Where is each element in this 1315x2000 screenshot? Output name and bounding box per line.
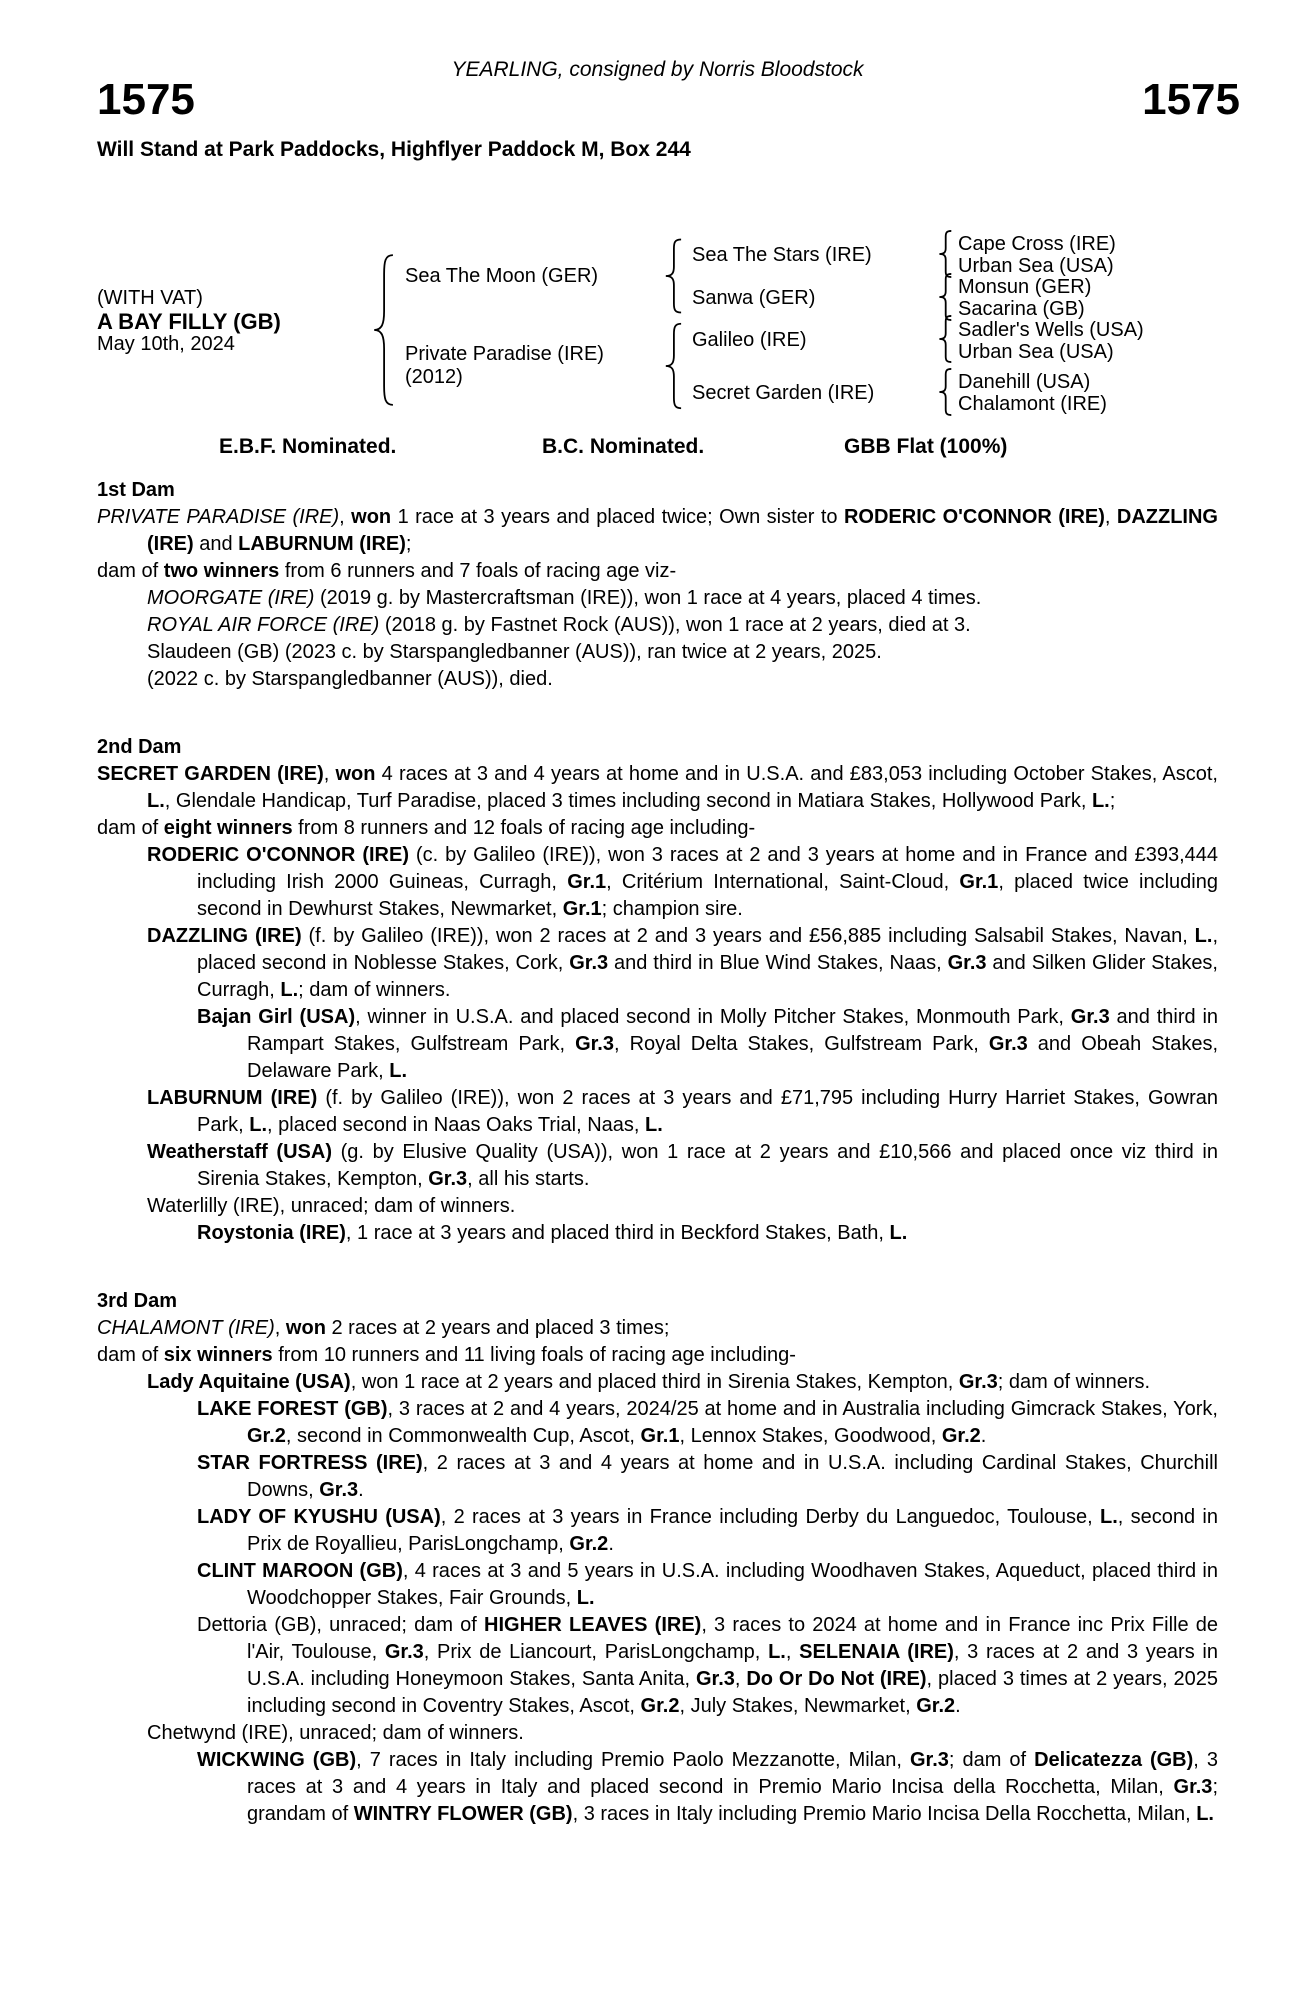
pedigree-note-paragraph: [97, 1558, 1218, 1612]
text-segment: ; champion sire.: [601, 898, 743, 920]
pedigree-note-paragraph: [97, 558, 1218, 585]
consignment-line: YEARLING, consigned by Norris Bloodstock: [451, 58, 864, 81]
text-segment: RODERIC O'CONNOR (IRE): [147, 844, 409, 866]
pedigree-note-paragraph: [97, 1139, 1218, 1193]
text-segment: Gr.2: [916, 1695, 956, 1717]
text-segment: LADY OF KYUSHU (USA): [197, 1506, 441, 1528]
pedigree-note-paragraph: [97, 923, 1218, 1004]
pedigree-note-paragraph: [97, 1193, 1218, 1220]
text-segment: , placed twice including second in Dewhurst Stakes, Newmarket,: [197, 871, 1218, 920]
text-segment: , placed second in Noblesse Stakes, Cork,: [197, 925, 1218, 974]
text-segment: Gr.3: [988, 1033, 1028, 1055]
text-segment: .: [358, 1479, 364, 1501]
text-segment: LAKE FOREST (GB): [197, 1398, 388, 1420]
text-segment: (f. by Galileo (IRE)), won 2 races at 3 years and £71,795 including Hurry Harriet Stakes, Gowran Park,: [197, 1087, 1218, 1136]
vat-note: (WITH VAT): [97, 287, 203, 309]
text-segment: Gr.3: [428, 1168, 468, 1190]
section-heading: 2nd Dam: [97, 736, 182, 758]
text-segment: (2019 g. by Mastercraftsman (IRE)), won 1 race at 4 years, placed 4 times.: [314, 587, 982, 609]
text-segment: CLINT MAROON (GB): [197, 1560, 403, 1582]
text-segment: CHALAMONT (IRE): [97, 1317, 275, 1339]
pedigree-note-paragraph: [97, 1612, 1218, 1720]
great-grandparent-name: Chalamont (IRE): [958, 393, 1107, 415]
text-segment: Gr.3: [695, 1668, 735, 1690]
text-segment: (g. by Elusive Quality (USA)), won 1 race at 2 years and £10,566 and placed once viz third in Sirenia Stakes, Kempton,: [197, 1141, 1218, 1190]
text-segment: L.: [889, 1222, 908, 1244]
dam-name: Private Paradise (IRE): [405, 343, 604, 365]
text-segment: .: [608, 1533, 614, 1555]
text-segment: ; dam of winners.: [298, 979, 451, 1001]
text-segment: Gr.3: [958, 1371, 998, 1393]
great-grandparent-name: Sacarina (GB): [958, 298, 1085, 320]
text-segment: dam of: [97, 1344, 164, 1366]
text-segment: 2 races at 2 years and placed 3 times;: [325, 1317, 670, 1339]
text-segment: .: [955, 1695, 961, 1717]
text-segment: Do Or Do Not (IRE): [746, 1668, 927, 1690]
text-segment: and Silken Glider Stakes, Curragh,: [197, 952, 1218, 1001]
text-segment: , second in Commonwealth Cup, Ascot,: [285, 1425, 641, 1447]
text-segment: Chetwynd (IRE), unraced; dam of winners.: [147, 1722, 524, 1744]
text-segment: and: [193, 533, 239, 555]
text-segment: , all his starts.: [467, 1168, 590, 1190]
pedigree-brace-gp-4: [938, 368, 952, 416]
pedigree-note-paragraph: [97, 1004, 1218, 1085]
text-segment: from 6 runners and 7 foals of racing age viz-: [279, 560, 677, 582]
text-segment: Waterlilly (IRE), unraced; dam of winners.: [147, 1195, 516, 1217]
pedigree-note-paragraph: [97, 1342, 1218, 1369]
text-segment: Gr.3: [384, 1641, 424, 1663]
text-segment: Gr.3: [909, 1749, 949, 1771]
text-segment: , Critérium International, Saint-Cloud,: [606, 871, 960, 893]
text-segment: L.: [1100, 1506, 1118, 1528]
text-segment: , 2 races at 3 years in France including Derby du Languedoc, Toulouse,: [440, 1506, 1101, 1528]
horse-name: A BAY FILLY (GB): [97, 309, 281, 334]
text-segment: SECRET GARDEN (IRE): [97, 763, 324, 785]
text-segment: Gr.3: [569, 952, 609, 974]
text-segment: dam of: [97, 817, 164, 839]
great-grandparent-name: Cape Cross (IRE): [958, 233, 1116, 255]
text-segment: Gr.3: [1173, 1776, 1213, 1798]
dam-section: [97, 734, 1218, 1247]
text-segment: ,: [339, 506, 352, 528]
text-segment: ;: [405, 533, 412, 555]
text-segment: Gr.1: [959, 871, 999, 893]
great-grandparent-name: Sadler's Wells (USA): [958, 319, 1144, 341]
text-segment: , 3 races at 2 and 4 years, 2024/25 at home and in Australia including Gimcrack Stakes, York,: [387, 1398, 1218, 1420]
grandparent-dam-sire: Galileo (IRE): [692, 329, 807, 351]
text-segment: , 3 races in Italy including Premio Mario Incisa Della Rocchetta, Milan,: [572, 1803, 1197, 1825]
pedigree-note-paragraph: [97, 1315, 1218, 1342]
text-segment: DAZZLING (IRE): [147, 925, 302, 947]
text-segment: Gr.3: [575, 1033, 614, 1055]
text-segment: 4 races at 3 and 4 years at home and in U.S.A. and £83,053 including October Stakes, Ascot,: [375, 763, 1218, 785]
pedigree-brace-gp-2: [938, 273, 952, 321]
pedigree-brace-gp-3: [938, 315, 952, 363]
text-segment: L.: [249, 1114, 268, 1136]
dam-foaling-year: (2012): [405, 366, 463, 388]
text-segment: Gr.1: [562, 898, 602, 920]
pedigree-note-paragraph: [97, 1220, 1218, 1247]
pedigree-note-paragraph: [97, 639, 1218, 666]
text-segment: Gr.2: [569, 1533, 609, 1555]
text-segment: , placed second in Naas Oaks Trial, Naas,: [267, 1114, 645, 1136]
text-segment: WINTRY FLOWER (GB): [353, 1803, 573, 1825]
great-grandparent-name: Monsun (GER): [958, 276, 1092, 298]
text-segment: Gr.3: [947, 952, 987, 974]
pedigree-note-paragraph: [97, 1504, 1218, 1558]
text-segment: ,: [785, 1641, 800, 1663]
pedigree-note-paragraph: [97, 585, 1218, 612]
text-segment: , 7 races in Italy including Premio Paolo Mezzanotte, Milan,: [356, 1749, 910, 1771]
text-segment: (c. by Galileo (IRE)), won 3 races at 2 and 3 years at home and in France and £393,444 including Irish 2000 Guineas, Curragh,: [197, 844, 1218, 893]
text-segment: dam of: [97, 560, 164, 582]
text-segment: six winners: [163, 1344, 273, 1366]
section-heading: 3rd Dam: [97, 1290, 178, 1312]
text-segment: won: [335, 763, 376, 785]
text-segment: , 3 races at 2 and 3 years in U.S.A. including Honeymoon Stakes, Santa Anita,: [247, 1641, 1218, 1690]
text-segment: Gr.1: [640, 1425, 680, 1447]
pedigree-note-paragraph: [97, 1720, 1218, 1747]
sire-name: Sea The Moon (GER): [405, 265, 599, 287]
text-segment: , 2 races at 3 and 4 years at home and in U.S.A. including Cardinal Stakes, Churchill Downs,: [247, 1452, 1218, 1501]
text-segment: , Glendale Handicap, Turf Paradise, placed 3 times including second in Matiara Stakes, Hollywood Park,: [164, 790, 1092, 812]
text-segment: .: [980, 1425, 987, 1447]
text-segment: HIGHER LEAVES (IRE): [484, 1614, 702, 1636]
text-segment: WICKWING (GB): [197, 1749, 357, 1771]
text-segment: ,: [734, 1668, 747, 1690]
text-segment: Delicatezza (GB): [1034, 1749, 1194, 1771]
text-segment: won: [351, 506, 392, 528]
grandparent-sire-dam: Sanwa (GER): [692, 287, 816, 309]
text-segment: ROYAL AIR FORCE (IRE): [147, 614, 380, 636]
text-segment: and third in Rampart Stakes, Gulfstream Park,: [247, 1006, 1219, 1055]
text-segment: from 10 runners and 11 living foals of racing age including-: [272, 1344, 796, 1366]
text-segment: STAR FORTRESS (IRE): [197, 1452, 423, 1474]
grandparent-sire-sire: Sea The Stars (IRE): [692, 244, 872, 266]
great-grandparent-name: Danehill (USA): [958, 371, 1091, 393]
text-segment: ,: [274, 1317, 286, 1339]
text-segment: , Prix de Liancourt, ParisLongchamp,: [423, 1641, 769, 1663]
text-segment: Lady Aquitaine (USA): [147, 1371, 351, 1393]
text-segment: ,: [323, 763, 336, 785]
pedigree-note-paragraph: [97, 842, 1218, 923]
text-segment: Gr.2: [247, 1425, 286, 1447]
text-segment: (2018 g. by Fastnet Rock (AUS)), won 1 race at 2 years, died at 3.: [379, 614, 971, 636]
pedigree-note-paragraph: [97, 1450, 1218, 1504]
stand-location-line: Will Stand at Park Paddocks, Highflyer Paddock M, Box 244: [97, 138, 691, 161]
text-segment: L.: [1196, 1803, 1214, 1825]
text-segment: L.: [768, 1641, 786, 1663]
text-segment: Gr.2: [941, 1425, 981, 1447]
text-segment: , July Stakes, Newmarket,: [679, 1695, 917, 1717]
text-segment: (f. by Galileo (IRE)), won 2 races at 2 and 3 years and £56,885 including Salsabil Stakes, Navan,: [301, 925, 1195, 947]
lot-number-right: 1575: [1142, 75, 1240, 124]
section-heading: 1st Dam: [97, 479, 175, 501]
text-segment: ;: [1109, 790, 1116, 812]
text-segment: ; dam of: [948, 1749, 1035, 1771]
great-grandparent-name: Urban Sea (USA): [958, 255, 1114, 277]
text-segment: L.: [576, 1587, 595, 1609]
text-segment: L.: [1091, 790, 1110, 812]
text-segment: , Royal Delta Stakes, Gulfstream Park,: [613, 1033, 989, 1055]
text-segment: PRIVATE PARADISE (IRE): [97, 506, 340, 528]
text-segment: eight winners: [163, 817, 293, 839]
pedigree-brace-main: [372, 252, 394, 408]
text-segment: LABURNUM (IRE): [238, 533, 406, 555]
text-segment: , 3 races at 3 and 4 years in Italy and placed second in Premio Mario Incisa della Rocchetta, Milan,: [247, 1749, 1219, 1798]
text-segment: L.: [389, 1060, 408, 1082]
text-segment: Slaudeen (GB) (2023 c. by Starspangledbanner (AUS)), ran twice at 2 years, 2025.: [147, 641, 882, 663]
pedigree-note-paragraph: [97, 1747, 1218, 1828]
foaling-date: May 10th, 2024: [97, 333, 235, 355]
text-segment: , second in Prix de Royallieu, ParisLongchamp,: [247, 1506, 1218, 1555]
pedigree-note-paragraph: [97, 815, 1218, 842]
text-segment: , 1 race at 3 years and placed third in Beckford Stakes, Bath,: [345, 1222, 890, 1244]
text-segment: Gr.2: [640, 1695, 680, 1717]
text-segment: SELENAIA (IRE): [799, 1641, 954, 1663]
lot-number-left: 1575: [97, 75, 195, 124]
text-segment: two winners: [163, 560, 280, 582]
text-segment: Gr.1: [567, 871, 607, 893]
grandparent-dam-dam: Secret Garden (IRE): [692, 382, 875, 404]
text-segment: , 3 races to 2024 at home and in France inc Prix Fille de l'Air, Toulouse,: [247, 1614, 1219, 1663]
text-segment: Gr.3: [319, 1479, 359, 1501]
text-segment: ,: [1104, 506, 1117, 528]
pedigree-brace-gp-1: [938, 230, 952, 278]
text-segment: , winner in U.S.A. and placed second in Molly Pitcher Stakes, Monmouth Park,: [355, 1006, 1071, 1028]
dam-sections: [97, 477, 1218, 1828]
text-segment: ; dam of winners.: [997, 1371, 1151, 1393]
dam-section: [97, 1288, 1218, 1828]
text-segment: and third in Blue Wind Stakes, Naas,: [608, 952, 948, 974]
nomination-gbb: GBB Flat (100%): [844, 435, 1008, 458]
great-grandparent-name: Urban Sea (USA): [958, 341, 1114, 363]
pedigree-note-paragraph: [97, 1085, 1218, 1139]
text-segment: L.: [645, 1114, 663, 1136]
text-segment: Dettoria (GB), unraced; dam of: [197, 1614, 485, 1636]
text-segment: DAZZLING (IRE): [147, 506, 1218, 555]
pedigree-note-paragraph: [97, 612, 1218, 639]
text-segment: Bajan Girl (USA): [197, 1006, 356, 1028]
nomination-ebf: E.B.F. Nominated.: [219, 435, 397, 458]
text-segment: Weatherstaff (USA): [147, 1141, 332, 1163]
pedigree-brace-dam: [664, 322, 682, 410]
text-segment: , won 1 race at 2 years and placed third in Sirenia Stakes, Kempton,: [350, 1371, 959, 1393]
pedigree-note-paragraph: [97, 504, 1218, 558]
pedigree-brace-sire: [664, 238, 682, 314]
text-segment: won: [285, 1317, 326, 1339]
text-segment: L.: [1194, 925, 1213, 947]
text-segment: and Obeah Stakes, Delaware Park,: [247, 1033, 1219, 1082]
text-segment: MOORGATE (IRE): [147, 587, 315, 609]
pedigree-note-paragraph: [97, 1369, 1218, 1396]
text-segment: Gr.3: [1070, 1006, 1110, 1028]
text-segment: LABURNUM (IRE): [147, 1087, 318, 1109]
pedigree-note-paragraph: [97, 666, 1218, 693]
text-segment: ; grandam of: [247, 1776, 1218, 1825]
dam-section: [97, 477, 1218, 693]
text-segment: (2022 c. by Starspangledbanner (AUS)), died.: [147, 668, 553, 690]
nomination-bc: B.C. Nominated.: [542, 435, 705, 458]
text-segment: from 8 runners and 12 foals of racing age including-: [292, 817, 756, 839]
text-segment: Roystonia (IRE): [197, 1222, 346, 1244]
pedigree-note-paragraph: [97, 761, 1218, 815]
text-segment: , Lennox Stakes, Goodwood,: [679, 1425, 942, 1447]
text-segment: 1 race at 3 years and placed twice; Own sister to: [391, 506, 844, 528]
text-segment: , 4 races at 3 and 5 years in U.S.A. including Woodhaven Stakes, Aqueduct, placed third in Woodchopper Stakes, Fair Grounds,: [247, 1560, 1218, 1609]
text-segment: , placed 3 times at 2 years, 2025 including second in Coventry Stakes, Ascot,: [247, 1668, 1218, 1717]
text-segment: L.: [147, 790, 165, 812]
text-segment: RODERIC O'CONNOR (IRE): [843, 506, 1105, 528]
text-segment: L.: [280, 979, 299, 1001]
pedigree-note-paragraph: [97, 1396, 1218, 1450]
